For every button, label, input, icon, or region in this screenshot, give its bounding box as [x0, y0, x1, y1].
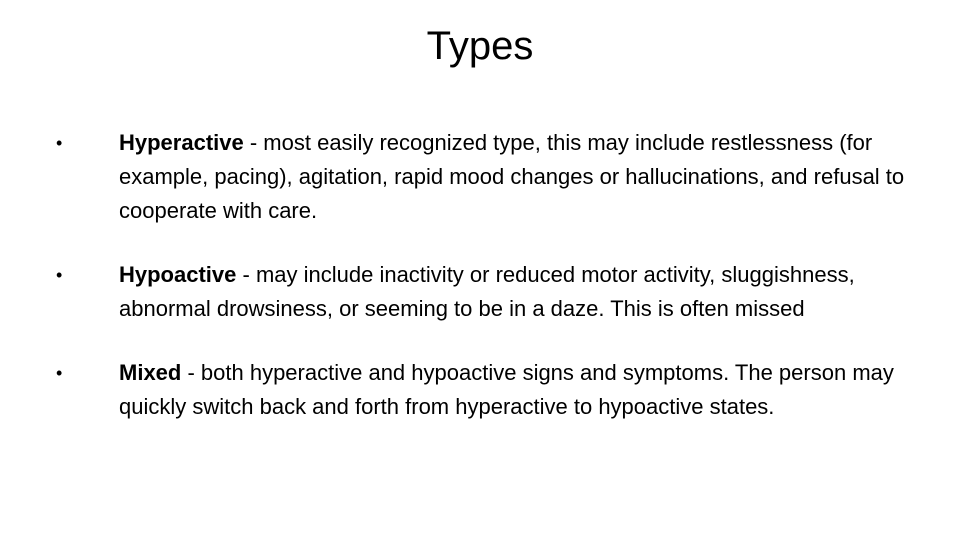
bullet-text: - both hyperactive and hypoactive signs and symptoms. The person may quickly switch back and forth from hyperactive to hypoactive states. [119, 360, 894, 419]
bullet-text: - may include inactivity or reduced motor activity, sluggishness, abnormal drowsiness, or seeming to be in a daze. This is often missed [119, 262, 855, 321]
bullet-icon: • [56, 363, 63, 383]
bullet-term: Hyperactive [119, 130, 244, 155]
bullet-item-hypoactive [56, 258, 906, 326]
bullet-item-mixed [56, 356, 906, 424]
slide-title: Types [426, 24, 534, 68]
bullet-text: - most easily recognized type, this may include restlessness (for example, pacing), agitation, rapid mood changes or hallucinations, and refusal to cooperate with care. [119, 130, 905, 223]
bullet-list [56, 126, 906, 454]
bullet-icon: • [56, 133, 63, 153]
bullet-term: Mixed [119, 360, 182, 385]
bullet-item-hyperactive [56, 126, 906, 228]
bullet-term: Hypoactive [119, 262, 237, 287]
bullet-icon: • [56, 265, 63, 285]
